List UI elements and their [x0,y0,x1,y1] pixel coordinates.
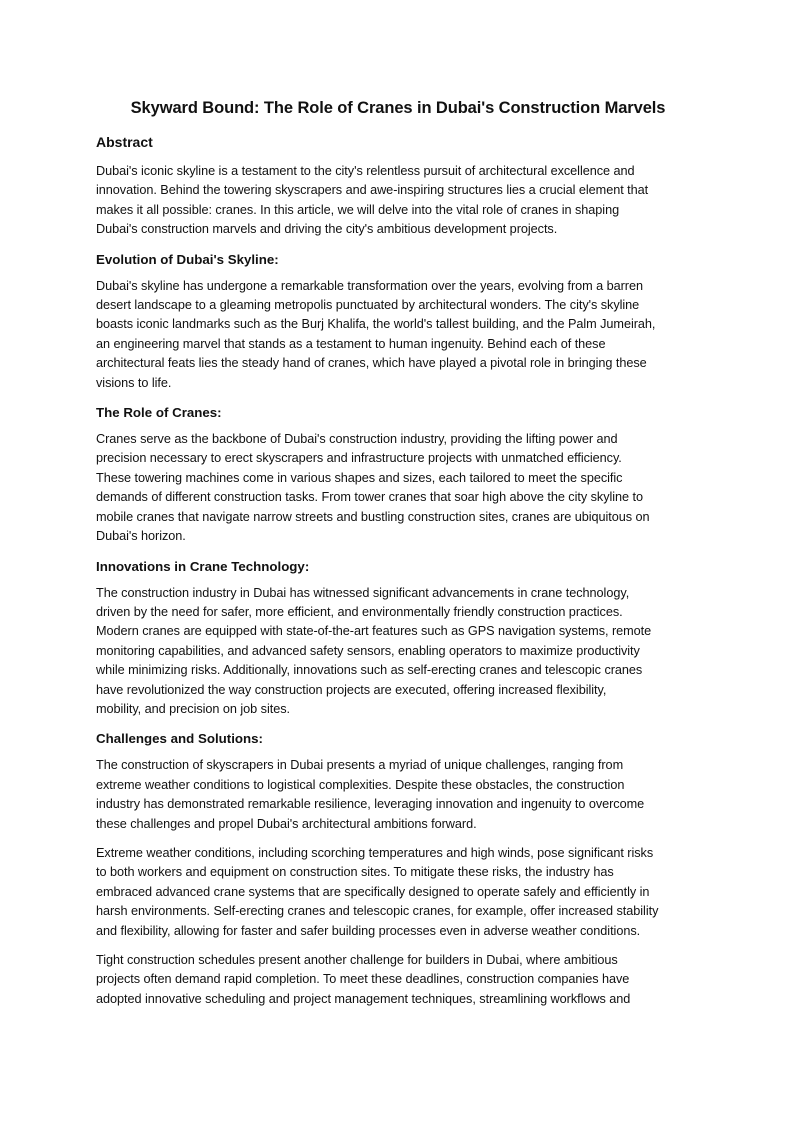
text-line: desert landscape to a gleaming metropolis punctuated by architectural wonders. The city's skyline [96,298,640,313]
text-line: Cranes serve as the backbone of Dubai's construction industry, providing the lifting power and [96,432,618,447]
text-line: The construction of skyscrapers in Dubai presents a myriad of unique challenges, ranging from [96,758,624,773]
text-line: mobility, and precision on job sites. [96,701,290,716]
text-line: Modern cranes are equipped with state-of-the-art features such as GPS navigation systems, remote [96,624,652,639]
innovations-heading: Innovations in Crane Technology: [96,558,310,574]
evolution-heading: Evolution of Dubai's Skyline: [96,251,279,267]
document-page [96,98,700,1019]
challenges-paragraph-2 [96,844,700,941]
text-line: monitoring capabilities, and advanced safety sensors, enabling operators to maximize productivity [96,643,640,658]
text-line: harsh environments. Self-erecting cranes and telescopic cranes, for example, offer increased stability [96,904,659,919]
text-line: and flexibility, allowing for faster and safer building processes even in adverse weather conditions. [96,923,641,938]
text-line: boasts iconic landmarks such as the Burj Khalifa, the world's tallest building, and the Palm Jumeirah, [96,317,656,332]
text-line: Dubai's iconic skyline is a testament to the city's relentless pursuit of architectural excellence and [96,164,635,178]
text-line: these challenges and propel Dubai's architectural ambitions forward. [96,816,477,831]
text-line: Dubai's horizon. [96,529,186,544]
text-line: to both workers and equipment on construction sites. To mitigate these risks, the industry has [96,865,614,880]
text-line: an engineering marvel that stands as a testament to human ingenuity. Behind each of these [96,336,606,351]
text-line: have revolutionized the way construction projects are executed, offering increased flexibility, [96,682,607,697]
evolution-paragraph [96,277,700,393]
role-heading: The Role of Cranes: [96,405,222,421]
text-line: demands of different construction tasks. From tower cranes that soar high above the city skyline to [96,490,643,505]
text-line: visions to life. [96,375,172,390]
text-line: These towering machines come in various shapes and sizes, each tailored to meet the specific [96,470,623,485]
text-line: driven by the need for safer, more efficient, and environmentally friendly construction practices. [96,604,623,619]
challenges-paragraph-1 [96,756,700,834]
challenges-heading: Challenges and Solutions: [96,731,263,747]
text-line: projects often demand rapid completion. To meet these deadlines, construction companies have [96,972,630,987]
text-line: while minimizing risks. Additionally, innovations such as self-erecting cranes and telescopic cranes [96,663,643,678]
page-title: Skyward Bound: The Role of Cranes in Dubai's Construction Marvels [130,99,666,117]
text-line: innovation. Behind the towering skyscrapers and awe-inspiring structures lies a crucial element that [96,183,649,198]
text-line: makes it all possible: cranes. In this article, we will delve into the vital role of cranes in shaping [96,202,620,217]
abstract-heading: Abstract [96,134,153,150]
challenges-paragraph-3 [96,951,700,1009]
text-line: precision necessary to erect skyscrapers and infrastructure projects with unmatched efficiency. [96,451,622,466]
text-line: extreme weather conditions to logistical complexities. Despite these obstacles, the construction [96,777,625,792]
role-paragraph [96,430,700,546]
text-line: mobile cranes that navigate narrow streets and bustling construction sites, cranes are ubiquitous on [96,509,650,524]
text-line: Extreme weather conditions, including scorching temperatures and high winds, pose significant risks [96,845,654,860]
text-line: embraced advanced crane systems that are specifically designed to operate safely and efficiently in [96,884,650,899]
text-line: Dubai's skyline has undergone a remarkable transformation over the years, evolving from a barren [96,278,643,293]
text-line: Dubai's construction marvels and driving the city's ambitious development projects. [96,222,558,237]
text-line: architectural feats lies the steady hand of cranes, which have played a pivotal role in bringing these [96,356,647,371]
text-line: adopted innovative scheduling and project management techniques, streamlining workflows and [96,991,631,1006]
text-line: industry has demonstrated remarkable resilience, leveraging innovation and ingenuity to overcome [96,797,645,812]
abstract-paragraph [96,162,700,240]
innovations-paragraph [96,584,700,720]
text-line: Tight construction schedules present another challenge for builders in Dubai, where ambitious [96,953,618,967]
text-line: The construction industry in Dubai has witnessed significant advancements in crane technology, [96,585,630,600]
